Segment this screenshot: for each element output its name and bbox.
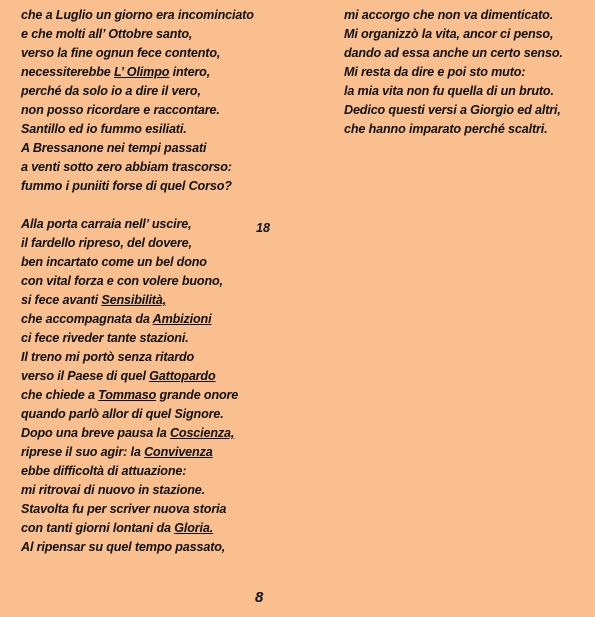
line-text: mi ritrovai di nuovo in stazione. xyxy=(21,483,205,497)
line-text: verso la fine ognun fece contento, xyxy=(21,46,221,60)
poem-line xyxy=(21,424,321,443)
stanza-number: 18 xyxy=(256,221,271,235)
line-text: fummo i puniiti forse di quel Corso? xyxy=(21,179,232,193)
poem-line xyxy=(21,139,321,158)
poem-line xyxy=(344,63,584,82)
line-text: Al ripensar su quel tempo passato, xyxy=(21,540,226,554)
underlined-word: Ambizioni xyxy=(152,312,212,326)
line-text: ebbe difficoltà di attuazione: xyxy=(21,464,187,478)
poem-line xyxy=(21,63,321,82)
line-text: Stavolta fu per scriver nuova storia xyxy=(21,502,227,516)
line-text: dando ad essa anche un certo senso. xyxy=(344,46,563,60)
underlined-word: Tommaso xyxy=(98,388,157,402)
line-text: Dedico questi versi a Giorgio ed altri, xyxy=(344,103,561,117)
poem-line xyxy=(21,215,321,234)
line-text: non posso ricordare e raccontare. xyxy=(21,103,220,117)
poem-line xyxy=(21,44,321,63)
line-text: verso il Paese di quel xyxy=(21,369,150,383)
stanza-gap xyxy=(21,196,321,215)
line-text: necessiterebbe xyxy=(21,65,114,79)
poem-line xyxy=(344,120,584,139)
underlined-word: Sensibilità, xyxy=(101,293,167,307)
line-text: Santillo ed io fummo esiliati. xyxy=(21,122,187,136)
line-text: Il treno mi portò senza ritardo xyxy=(21,350,195,364)
line-text: riprese il suo agir: la xyxy=(21,445,145,459)
line-text: si fece avanti xyxy=(21,293,102,307)
poem-line xyxy=(21,272,321,291)
poem-line xyxy=(21,519,321,538)
line-text: riveder tante stazioni. xyxy=(62,331,189,345)
line-text: Alla porta carraia nell’ uscire, xyxy=(21,217,192,231)
poem-line xyxy=(21,500,321,519)
line-text: a venti sotto zero abbiam trascorso: xyxy=(21,160,232,174)
poem-line xyxy=(344,82,584,101)
poem-line xyxy=(21,348,321,367)
poem-line xyxy=(21,158,321,177)
poem-line xyxy=(344,44,584,63)
line-text: Mi organizzò la vita, ancor ci penso, xyxy=(344,27,554,41)
line-text: ben incartato come un bel dono xyxy=(21,255,207,269)
line-text: perché da solo io a dire il vero, xyxy=(21,84,201,98)
poem-line xyxy=(21,329,321,348)
line-text: che hanno imparato perché scaltri. xyxy=(344,122,548,136)
page-number: 8 xyxy=(255,589,264,606)
stanza-1 xyxy=(21,6,321,196)
poem-line xyxy=(21,82,321,101)
poem-line xyxy=(21,367,321,386)
poem-line xyxy=(21,234,321,253)
line-text: con tanti giorni lontani da xyxy=(21,521,175,535)
left-column xyxy=(21,6,321,557)
line-text: mi accorgo che non va dimenticato. xyxy=(344,8,554,22)
poem-line xyxy=(21,481,321,500)
stanza-2 xyxy=(21,215,321,557)
underlined-word: Coscienza, xyxy=(169,426,235,440)
poem-line xyxy=(21,462,321,481)
poem-line xyxy=(21,120,321,139)
line-text: grande onore xyxy=(156,388,239,402)
poem-line xyxy=(21,177,321,196)
poem-line xyxy=(21,6,321,25)
poem-line xyxy=(21,101,321,120)
right-column xyxy=(344,6,584,139)
underlined-word: Gattopardo xyxy=(149,369,216,383)
underlined-word: Convivenza xyxy=(144,445,213,459)
underlined-word: L’ Olimpo xyxy=(113,65,170,79)
poem-line xyxy=(21,443,321,462)
line-text: con vital forza e con volere buono, xyxy=(21,274,223,288)
line-text: il fardello ripreso, del dovere, xyxy=(21,236,192,250)
poem-line xyxy=(344,6,584,25)
poem-line xyxy=(21,310,321,329)
poem-line xyxy=(21,25,321,44)
line-text: che a Luglio un giorno era incominciato xyxy=(21,8,254,22)
poem-line xyxy=(344,25,584,44)
poem-line xyxy=(21,386,321,405)
poem-line xyxy=(344,101,584,120)
poem-line xyxy=(21,253,321,272)
poem-line xyxy=(21,538,321,557)
line-text: quando parlò allor di quel Signore. xyxy=(21,407,224,421)
poem-line xyxy=(21,291,321,310)
line-text: la mia vita non fu quella di un bruto. xyxy=(344,84,554,98)
line-text: e che molti all’ Ottobre santo, xyxy=(21,27,193,41)
stanza-3 xyxy=(344,6,584,139)
line-text: Mi resta da dire e poi sto muto: xyxy=(344,65,526,79)
line-text: A Bressanone nei tempi passati xyxy=(21,141,207,155)
line-text: intero, xyxy=(169,65,211,79)
line-text: ci fece xyxy=(21,331,63,345)
underlined-word: Gloria. xyxy=(174,521,214,535)
poem-line xyxy=(21,405,321,424)
line-text: Dopo una breve pausa la xyxy=(21,426,170,440)
line-text: che chiede a xyxy=(21,388,99,402)
line-text: che accompagnata da xyxy=(21,312,153,326)
